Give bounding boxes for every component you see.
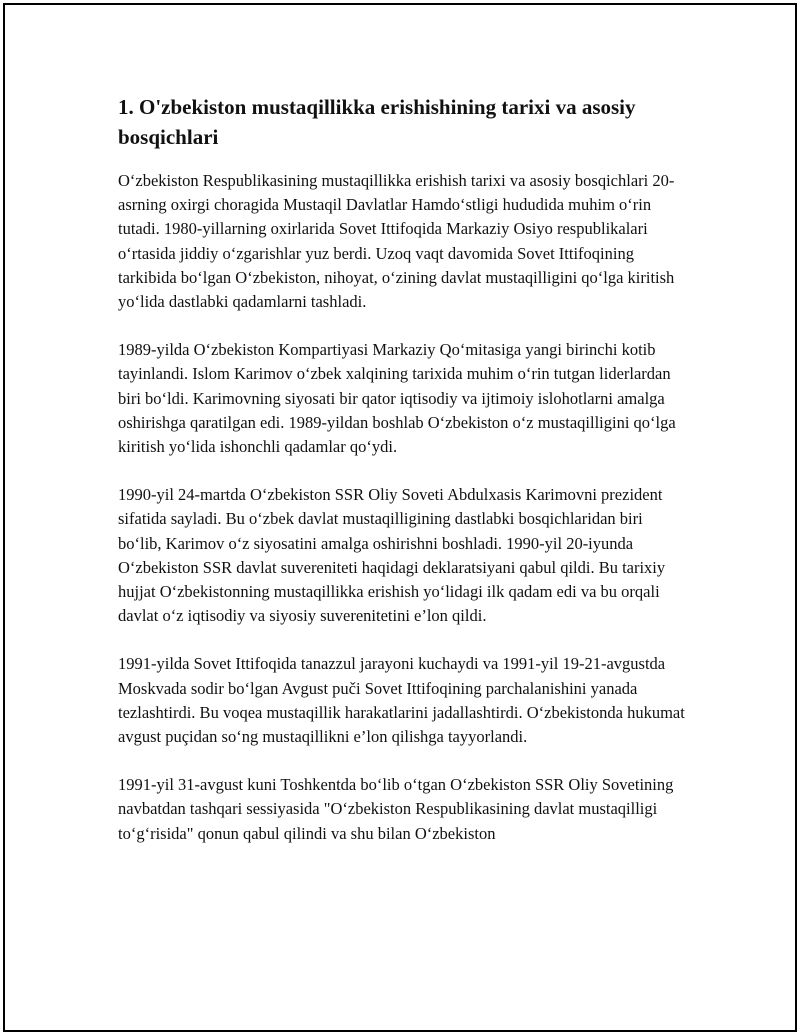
paragraph-5: 1991-yil 31-avgust kuni Toshkentda bo‘lib o‘tgan O‘zbekiston SSR Oliy Sovetining navbatdan tashqari sessiyasida "O‘zbekiston Respublikasining davlat mustaqilligi to‘g‘risida" qonun qabul qilindi va shu bilan O‘zbekiston [118,775,674,843]
document-body [118,92,688,870]
paragraph-2: 1989-yilda O‘zbekiston Kompartiyasi Markaziy Qo‘mitasiga yangi birinchi kotib tayinlandi. Islom Karimov o‘zbek xalqining tarixida muhim o‘rin tutgan liderlardan biri bo‘ldi. Karimovning siyosati bir qator iqtisodiy va ijtimoiy islohotlarni amalga oshirishga qaratilgan edi. 1989-yildan boshlab O‘zbekiston o‘z mustaqilligini qo‘lga kiritish yo‘lida ishonchli qadamlar qo‘ydi. [118,340,676,457]
paragraph-1: O‘zbekiston Respublikasining mustaqillikka erishish tarixi va asosiy bosqichlari 20-asrning oxirgi choragida Mustaqil Davlatlar Hamdo‘stligi hududida muhim o‘rin tutadi. 1980-yillarning oxirlarida Sovet Ittifoqida Markaziy Osiyo respublikalari o‘rtasida jiddiy o‘zgarishlar yuz berdi. Uzoq vaqt davomida Sovet Ittifoqining tarkibida bo‘lgan O‘zbekiston, nihoyat, o‘zining davlat mustaqilligini qo‘lga kiritish yo‘lida dastlabki qadamlarni tashladi. [118,171,675,312]
paragraph-4: 1991-yilda Sovet Ittifoqida tanazzul jarayoni kuchaydi va 1991-yil 19-21-avgustda Moskvada sodir bo‘lgan Avgust puči Sovet Ittifoqining parchalanishini yanada tezlashtirdi. Bu voqea mustaqillik harakatlarini jadallashtirdi. O‘zbekistonda hukumat avgust puçidan so‘ng mustaqillikni e’lon qilishga tayyorlandi. [118,654,685,747]
paragraph-3: 1990-yil 24-martda O‘zbekiston SSR Oliy Soveti Abdulxasis Karimovni prezident sifatida sayladi. Bu o‘zbek davlat mustaqilligining dastlabki bosqichlaridan biri bo‘lib, Karimov o‘z siyosatini amalga oshirishni boshladi. 1990-yil 20-iyunda O‘zbekiston SSR davlat suvereniteti haqidagi deklaratsiyani qabul qildi. Bu tarixiy hujjat O‘zbekistonning mustaqillikka erishish yo‘lidagi ilk qadam edi va bu orqali davlat o‘z iqtisodiy va siyosiy suverenitetini e’lon qildi. [118,485,666,626]
section-heading: 1. O'zbekiston mustaqillikka erishishining tarixi va asosiy bosqichlari [118,95,636,149]
